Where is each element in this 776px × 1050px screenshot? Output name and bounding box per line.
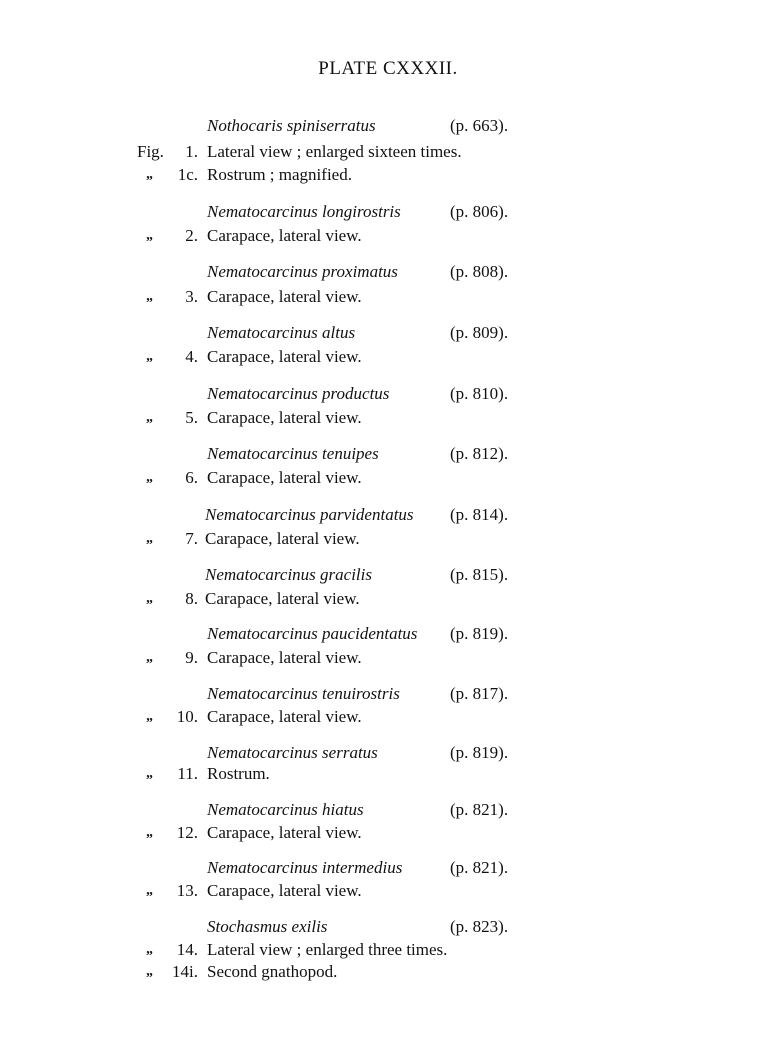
species-name: Nematocarcinus intermedius xyxy=(207,858,403,877)
species-page-ref: (p. 815). xyxy=(450,565,509,584)
ditto-mark: „ xyxy=(146,942,153,957)
figure-entry xyxy=(0,224,776,248)
figure-description: Carapace, lateral view. xyxy=(205,589,360,608)
figure-description: Carapace, lateral view. xyxy=(207,408,362,427)
figure-number: 9. xyxy=(185,648,198,667)
figure-number: 12. xyxy=(176,823,198,842)
figure-number: 1c. xyxy=(177,165,198,184)
figure-entry xyxy=(0,938,776,962)
species-page-ref: (p. 808). xyxy=(450,262,509,281)
figure-number: 4. xyxy=(185,347,198,366)
figure-entry xyxy=(0,345,776,369)
plate-title: PLATE CXXXII. xyxy=(318,58,458,79)
figure-description: Carapace, lateral view. xyxy=(207,823,362,842)
species-page-ref: (p. 663). xyxy=(450,116,509,135)
species-entry xyxy=(0,321,776,345)
species-page-ref: (p. 814). xyxy=(450,505,509,524)
figure-number: 14. xyxy=(176,940,198,959)
ditto-mark: „ xyxy=(146,167,153,182)
figure-number: 11. xyxy=(177,764,198,783)
figure-entry xyxy=(0,285,776,309)
species-name: Nematocarcinus productus xyxy=(207,384,390,403)
species-page-ref: (p. 809). xyxy=(450,323,509,342)
figure-description: Carapace, lateral view. xyxy=(207,468,362,487)
ditto-mark: „ xyxy=(146,964,153,979)
figure-entry xyxy=(0,879,776,903)
species-page-ref: (p. 823). xyxy=(450,917,509,936)
figure-entry xyxy=(0,646,776,670)
figure-entry xyxy=(0,527,776,551)
figure-number: 3. xyxy=(185,287,198,306)
species-name: Nematocarcinus proximatus xyxy=(207,262,398,281)
figure-entry xyxy=(0,821,776,845)
ditto-mark: „ xyxy=(146,228,153,243)
figure-number: 1. xyxy=(185,142,198,161)
species-name: Nematocarcinus tenuipes xyxy=(207,444,379,463)
species-entry xyxy=(0,798,776,822)
figure-number: 6. xyxy=(185,468,198,487)
species-entry xyxy=(0,915,776,939)
ditto-mark: „ xyxy=(146,650,153,665)
species-entry xyxy=(0,856,776,880)
species-name: Nematocarcinus hiatus xyxy=(207,800,364,819)
species-entry xyxy=(0,503,776,527)
figure-entry xyxy=(0,762,776,786)
figure-number: 2. xyxy=(185,226,198,245)
species-name: Nematocarcinus paucidentatus xyxy=(207,624,418,643)
species-page-ref: (p. 821). xyxy=(450,800,509,819)
figure-description: Carapace, lateral view. xyxy=(207,707,362,726)
species-page-ref: (p. 819). xyxy=(450,743,509,762)
figure-number: 14i. xyxy=(172,962,198,981)
figure-entry xyxy=(0,587,776,611)
species-page-ref: (p. 821). xyxy=(450,858,509,877)
species-name: Nematocarcinus altus xyxy=(207,323,356,342)
ditto-mark: „ xyxy=(146,289,153,304)
figure-entry xyxy=(0,466,776,490)
species-entry xyxy=(0,114,776,138)
species-entry xyxy=(0,260,776,284)
figure-entry xyxy=(0,960,776,984)
figure-description: Carapace, lateral view. xyxy=(207,881,362,900)
species-entry xyxy=(0,622,776,646)
species-name: Nothocaris spiniserratus xyxy=(207,116,376,135)
ditto-mark: „ xyxy=(146,591,153,606)
ditto-mark: „ xyxy=(146,883,153,898)
ditto-mark: „ xyxy=(146,531,153,546)
ditto-mark: „ xyxy=(146,349,153,364)
species-name: Nematocarcinus longirostris xyxy=(207,202,401,221)
species-entry xyxy=(0,682,776,706)
figure-description: Lateral view ; enlarged three times. xyxy=(207,940,448,959)
figure-entry xyxy=(0,406,776,430)
figure-prefix: Fig. xyxy=(137,142,164,161)
species-page-ref: (p. 806). xyxy=(450,202,509,221)
figure-description: Rostrum. xyxy=(207,764,270,783)
species-page-ref: (p. 819). xyxy=(450,624,509,643)
figure-description: Carapace, lateral view. xyxy=(205,529,360,548)
species-page-ref: (p. 812). xyxy=(450,444,509,463)
ditto-mark: „ xyxy=(146,410,153,425)
ditto-mark: „ xyxy=(146,825,153,840)
species-entry xyxy=(0,382,776,406)
figure-number: 7. xyxy=(185,529,198,548)
species-name: Nematocarcinus tenuirostris xyxy=(207,684,400,703)
figure-description: Rostrum ; magnified. xyxy=(207,165,352,184)
species-page-ref: (p. 817). xyxy=(450,684,509,703)
figure-description: Carapace, lateral view. xyxy=(207,648,362,667)
figure-number: 8. xyxy=(185,589,198,608)
species-name: Nematocarcinus serratus xyxy=(207,743,378,762)
figure-number: 13. xyxy=(176,881,198,900)
species-name: Nematocarcinus gracilis xyxy=(205,565,372,584)
ditto-mark: „ xyxy=(146,766,153,781)
ditto-mark: „ xyxy=(146,470,153,485)
species-page-ref: (p. 810). xyxy=(450,384,509,403)
figure-description: Carapace, lateral view. xyxy=(207,226,362,245)
figure-description: Lateral view ; enlarged sixteen times. xyxy=(207,142,462,161)
figure-description: Carapace, lateral view. xyxy=(207,347,362,366)
figure-number: 5. xyxy=(185,408,198,427)
figure-description: Second gnathopod. xyxy=(207,962,338,981)
figure-description: Carapace, lateral view. xyxy=(207,287,362,306)
figure-number: 10. xyxy=(176,707,198,726)
species-name: Stochasmus exilis xyxy=(207,917,328,936)
species-name: Nematocarcinus parvidentatus xyxy=(205,505,414,524)
figure-entry xyxy=(0,705,776,729)
ditto-mark: „ xyxy=(146,709,153,724)
species-entry xyxy=(0,200,776,224)
figure-entry xyxy=(0,140,776,164)
species-entry xyxy=(0,563,776,587)
figure-entry xyxy=(0,163,776,187)
species-entry xyxy=(0,442,776,466)
